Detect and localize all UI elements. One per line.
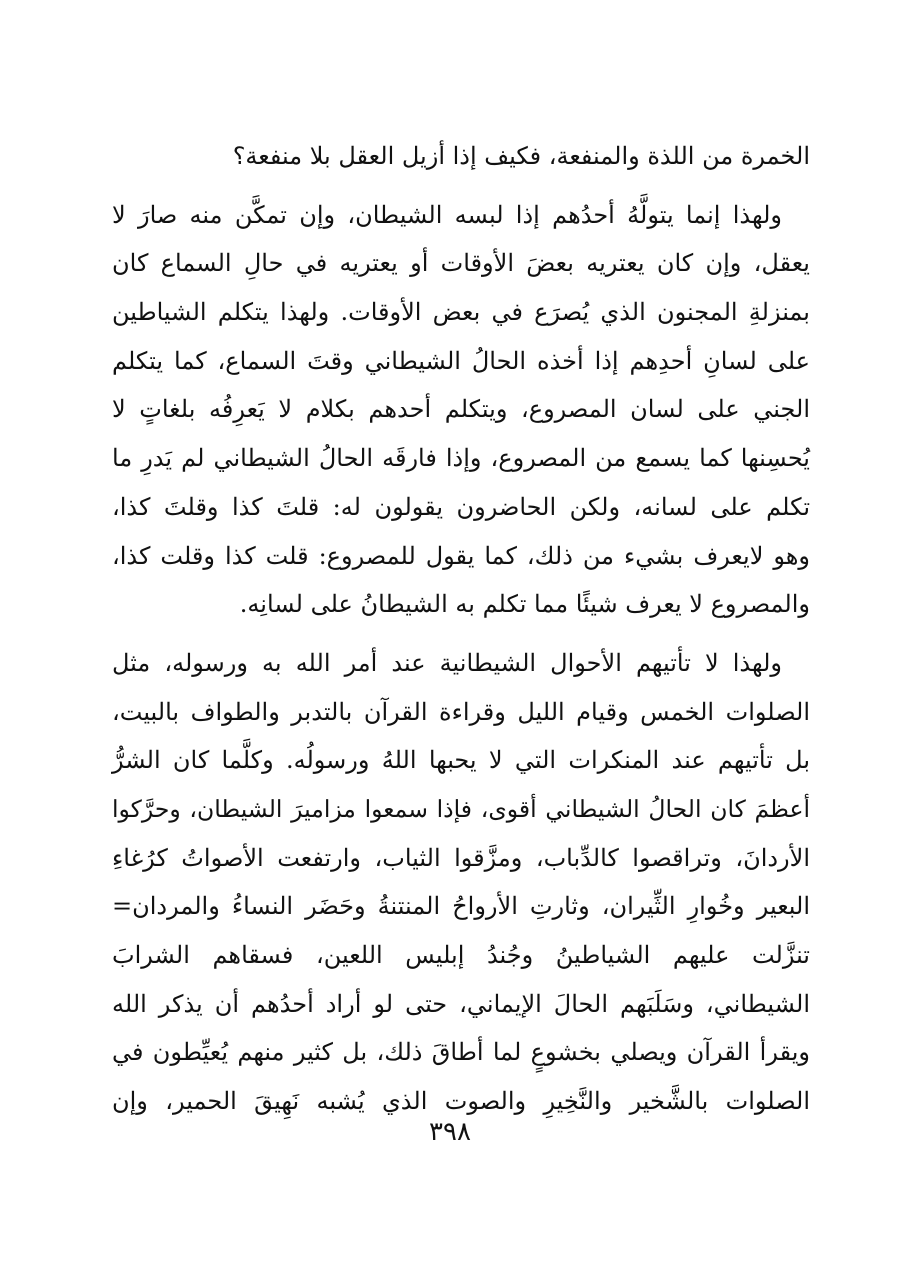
paragraph-3: [112, 639, 810, 1126]
text-line: الأردانَ، وتراقصوا كالدِّباب، ومزَّقوا الثياب، وارتفعت الأصواتُ كرُغاءِ: [112, 843, 810, 872]
text-line: ولهذا إنما يتولَّهُ أحدُهم إذا لبسه الشيطان، وإن تمكَّن منه صارَ لا: [112, 200, 782, 229]
paragraph-2: [112, 191, 810, 629]
text-line: الخمرة من اللذة والمنفعة، فكيف إذا أزيل العقل بلا منفعة؟: [232, 142, 810, 170]
text-line: ويقرأ القرآن ويصلي بخشوعٍ لما أطاقَ ذلك، بل كثير منهم يُعيِّطون في: [112, 1038, 810, 1067]
text-line: البعير وخُوارِ الثِّيران، وثارتِ الأرواحُ المنتنةُ وحَضَر النساءُ والمردان=: [112, 892, 810, 921]
paragraph-spacing: [112, 629, 810, 639]
text-line: بمنزلةِ المجنون الذي يُصرَع في بعض الأوقات. ولهذا يتكلم الشياطين: [112, 298, 810, 327]
text-line: الجني على لسان المصروع، ويتكلم أحدهم بكلام لا يَعرِفُه بلغاتٍ لا: [112, 395, 810, 424]
text-line: يُحسِنها كما يسمع من المصروع، وإذا فارقَه الحالُ الشيطاني لم يَدرِ ما: [112, 444, 810, 473]
text-line: الشيطاني، وسَلَبَهم الحالَ الإيماني، حتى لو أراد أحدُهم أن يذكر الله: [112, 989, 810, 1018]
paragraph-1: [112, 132, 810, 181]
text-line: الصلوات الخمس وقيام الليل وقراءة القرآن بالتدبر والطواف بالبيت،: [112, 697, 810, 726]
page-number: ٣٩٨: [429, 1117, 471, 1147]
body-text: [112, 132, 810, 1126]
text-line: تنزَّلت عليهم الشياطينُ وجُندُ إبليس اللعين، فسقاهم الشرابَ: [112, 941, 810, 969]
text-line: تكلم على لسانه، ولكن الحاضرون يقولون له: قلتَ كذا وقلتَ كذا،: [112, 492, 810, 521]
text-line: والمصروع لا يعرف شيئًا مما تكلم به الشيطانُ على لسانِه.: [239, 590, 810, 619]
text-line: بل تأتيهم عند المنكرات التي لا يحبها اللهُ ورسولُه. وكلَّما كان الشرُّ: [112, 746, 810, 775]
text-line: على لسانِ أحدِهم إذا أخذه الحالُ الشيطاني وقتَ السماع، كما يتكلم: [112, 346, 810, 375]
paragraph-spacing: [112, 181, 810, 191]
text-line: ولهذا لا تأتيهم الأحوال الشيطانية عند أمر الله به ورسوله، مثل: [112, 648, 782, 677]
text-line: أعظمَ كان الحالُ الشيطاني أقوى، فإذا سمعوا مزاميرَ الشيطان، وحرَّكوا: [112, 794, 810, 823]
text-line: الصلوات بالشَّخير والنَّخِيرِ والصوت الذي يُشبه نَهِيقَ الحمير، وإن: [112, 1087, 810, 1116]
text-line: يعقل، وإن كان يعتريه بعضَ الأوقات أو يعتريه في حالِ السماع كان: [112, 249, 810, 278]
text-line: وهو لايعرف بشيء من ذلك، كما يقول للمصروع: قلت كذا وقلت كذا،: [112, 541, 810, 570]
